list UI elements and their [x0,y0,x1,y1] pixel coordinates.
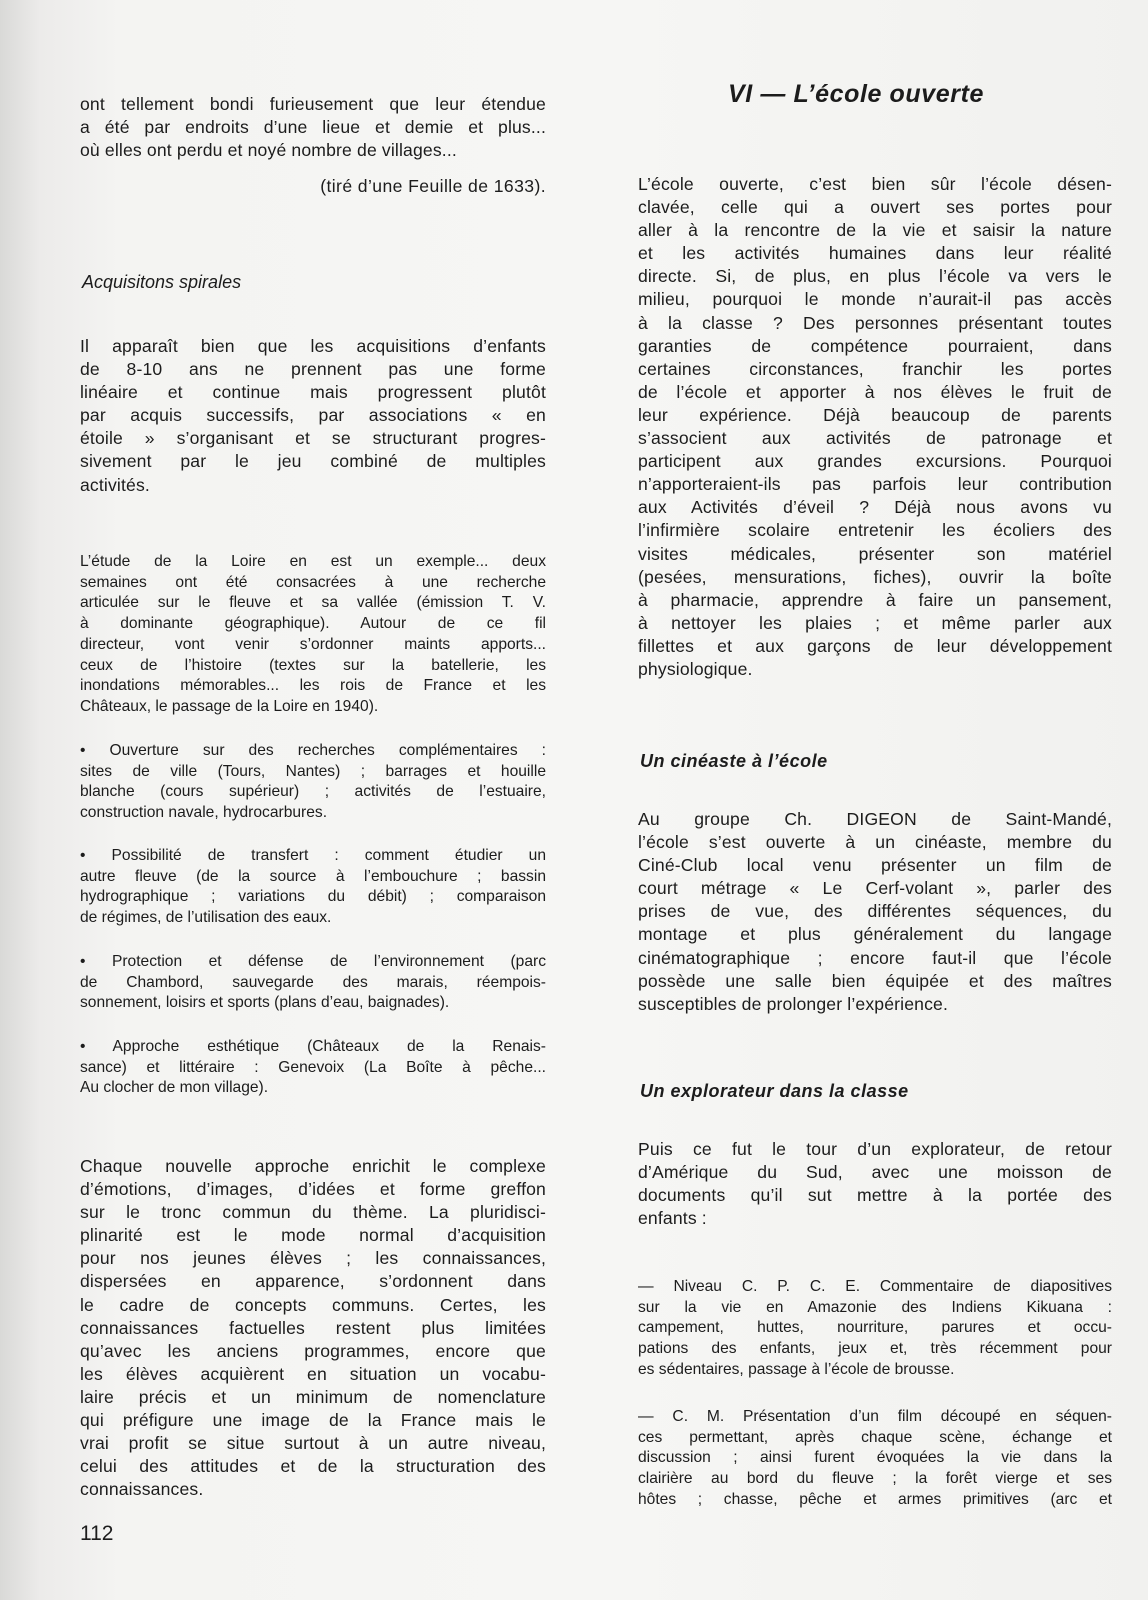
text-line: à nettoyer les plaies ; et même parler aux [638,612,1112,633]
text-line: leur expérience. Déjà beaucoup de parents [638,404,1112,425]
text-line: — Niveau C. P. C. E. Commentaire de diapositives [638,1278,1112,1295]
text-line: linéaire et continue mais progressent plutôt [80,382,546,403]
text-line: • Protection et défense de l’environnement (parc [80,953,546,970]
text-line: qu’avec les anciens programmes, encore que [80,1340,546,1361]
text-line: Il apparaît bien que les acquisitions d’enfants [80,336,546,356]
paragraph-loire [80,552,546,718]
text-line: clairière au bord du fleuve ; la forêt vierge et ses [638,1470,1112,1488]
text-line: aux Activités d’éveil ? Déjà nous avons vu [638,497,1112,518]
section-heading-acquisitions: Acquisitons spirales [82,272,242,292]
text-line: ceux de l’histoire (textes sur la batellerie, les [80,656,546,674]
text-line: autre fleuve (de la source à l’embouchure ; bassin [80,867,546,885]
text-line: campement, huttes, nourriture, parures et occu- [638,1319,1112,1337]
text-line: par acquis successifs, par associations « en [80,405,546,426]
text-line: documents qu’il sut mettre à la portée des [638,1185,1112,1206]
bullet-ouverture [80,741,546,824]
text-line: (pesées, mensurations, fiches), ouvrir la boîte [638,566,1112,587]
text-line: l’école s’est ouverte à un cinéaste, membre du [638,832,1112,853]
text-line: celui des attitudes et de la structuration des [80,1456,546,1477]
paragraph-flood-quote [80,93,546,162]
text-line: à la classe ? Des personnes présentant toutes [638,312,1112,333]
text-line: qui préfigure une image de la France mais le [80,1410,546,1431]
paragraph-explorateur [638,1138,1112,1230]
text-line: L’école ouverte, c’est bien sûr l’école désen- [638,174,1112,194]
text-line: court métrage « Le Cerf-volant », parler des [638,878,1112,899]
text-line: inondations mémorables... les rois de France et les [80,677,546,695]
text-line: pations des enfants, jeux et, très récemment pour [638,1340,1112,1358]
text-line: sonnement, loisirs et sports (plans d’eau, baignades). [80,994,450,1012]
text-line: enfants : [638,1208,707,1229]
text-line: physiologique. [638,658,753,679]
text-line: Au clocher de mon village). [80,1079,269,1097]
text-line: à pharmacie, apprendre à faire un pansement, [638,589,1112,610]
text-line: plinarité est le mode normal d’acquisition [80,1225,546,1246]
text-line: • Approche esthétique (Châteaux de la Renais- [80,1038,546,1055]
text-line: ces permettant, après chaque scène, échange et [638,1428,1112,1446]
text-line: les élèves acquièrent en situation un vocabu- [80,1363,546,1384]
text-line: articulée sur le fleuve et sa vallée (émission T. V. [80,594,546,612]
bullet-esthetique [80,1037,546,1099]
text-line: prises de vue, des différentes séquences, du [638,901,1112,922]
text-line: clavée, celle qui a ouvert ses portes pour [638,197,1112,218]
chapter-title: VI — L’école ouverte [728,80,985,108]
text-line: ont tellement bondi furieusement que leur étendue [80,94,546,114]
text-line: construction navale, hydrocarbures. [80,804,328,822]
page-number: 112 [80,1522,114,1545]
section-heading-cineaste: Un cinéaste à l’école [640,751,828,771]
text-line: cinématographique ; encore faut-il que l’école [638,947,1112,968]
text-line: laire précis et un minimum de nomenclature [80,1386,546,1407]
text-line: Chaque nouvelle approche enrichit le complexe [80,1156,546,1176]
text-line: sur la vie en Amazonie des Indiens Kikuana : [638,1298,1112,1316]
bullet-transfert [80,846,546,929]
text-line: sivement par le jeu combiné de multiples [80,451,546,472]
text-line: où elles ont perdu et noyé nombre de villages... [80,140,457,161]
text-line: vrai profit se situe surtout à un autre niveau, [80,1433,546,1454]
text-line: Châteaux, le passage de la Loire en 1940). [80,697,379,715]
text-line: connaissances. [80,1479,204,1500]
section-heading-explorateur: Un explorateur dans la classe [640,1081,909,1101]
paragraph-acquisitions [80,335,546,497]
paragraph-ecole-ouverte [638,173,1112,681]
text-line: d’émotions, d’images, d’idées et forme greffon [80,1179,546,1200]
text-line: le cadre de concepts communs. Certes, les [80,1294,546,1315]
text-line: de Chambord, sauvegarde des marais, réempois- [80,973,546,991]
text-line: activités. [80,474,150,495]
text-line: dispersées en apparence, s’ordonnent dans [80,1271,546,1292]
text-line: • Possibilité de transfert : comment étudier un [80,847,546,864]
text-line: l’infirmière scolaire entretenir les écoliers des [638,520,1112,541]
text-line: connaissances factuelles restent plus limitées [80,1317,546,1338]
text-line: de 8-10 ans ne prennent pas une forme [80,359,546,380]
text-line: hôtes ; chasse, pêche et armes primitives (arc et [638,1490,1112,1508]
item-cm [638,1407,1112,1511]
text-line: montage et plus généralement du langage [638,924,1112,945]
text-line: étoile » s’organisant et se structurant progres- [80,428,546,449]
text-line: de régimes, de l’utilisation des eaux. [80,909,332,927]
bullet-protection [80,952,546,1014]
text-line: visites médicales, présenter son matériel [638,543,1112,564]
paragraph-approche [80,1155,546,1501]
citation: (tiré d’une Feuille de 1633). [320,176,546,196]
text-line: — C. M. Présentation d’un film découpé en séquen- [638,1408,1112,1425]
text-line: hydrographique ; variations du débit) ; comparaison [80,888,546,906]
text-line: susceptibles de prolonger l’expérience. [638,993,949,1014]
text-line: pour nos jeunes élèves ; les connaissances, [80,1248,546,1269]
text-line: de l’école et apporter à nos élèves le fruit de [638,381,1112,402]
text-line: a été par endroits d’une lieue et demie et plus... [80,117,546,138]
text-line: Puis ce fut le tour d’un explorateur, de retour [638,1139,1112,1159]
paragraph-cineaste [638,808,1112,1016]
text-line: d’Amérique du Sud, avec une moisson de [638,1162,1112,1183]
text-line: semaines ont été consacrées à une recherche [80,573,546,591]
text-line: et les activités humaines dans leur réalité [638,243,1112,264]
text-line: sites de ville (Tours, Nantes) ; barrages et houille [80,762,546,780]
text-line: n’apporteraient-ils pas parfois leur contribution [638,474,1112,495]
item-niveau-cpce [638,1277,1112,1381]
text-line: blanche (cours supérieur) ; activités de l’estuaire, [80,783,546,801]
text-line: Ciné-Club local venu présenter un film de [638,855,1112,876]
text-line: Au groupe Ch. DIGEON de Saint-Mandé, [638,809,1112,829]
text-line: • Ouverture sur des recherches complémentaires : [80,742,546,759]
text-line: sance) et littéraire : Genevoix (La Boîte à pêche... [80,1058,546,1076]
text-line: possède une salle bien équipée et des maîtres [638,970,1112,991]
text-line: à dominante géographique). Autour de ce fil [80,615,546,633]
text-line: es sédentaires, passage à l’école de brousse. [638,1360,955,1378]
text-line: garanties de compétence pourraient, dans [638,335,1112,356]
text-line: directe. Si, de plus, en plus l’école va vers le [638,266,1112,287]
text-line: directeur, vont venir s’ordonner maints apports... [80,635,546,653]
text-line: aller à la rencontre de la vie et saisir la nature [638,220,1112,241]
text-line: milieu, pourquoi le monde n’aurait-il pas accès [638,289,1112,310]
text-line: s’associent aux activités de patronage et [638,428,1112,449]
text-line: L’étude de la Loire en est un exemple... deux [80,553,546,570]
text-line: certaines circonstances, franchir les portes [638,358,1112,379]
text-line: fillettes et aux garçons de leur développement [638,635,1112,656]
text-line: participent aux grandes excursions. Pourquoi [638,451,1112,472]
text-line: discussion ; ainsi furent évoquées la vie dans la [638,1449,1112,1467]
text-line: sur le tronc commun du thème. La pluridisci- [80,1202,546,1223]
